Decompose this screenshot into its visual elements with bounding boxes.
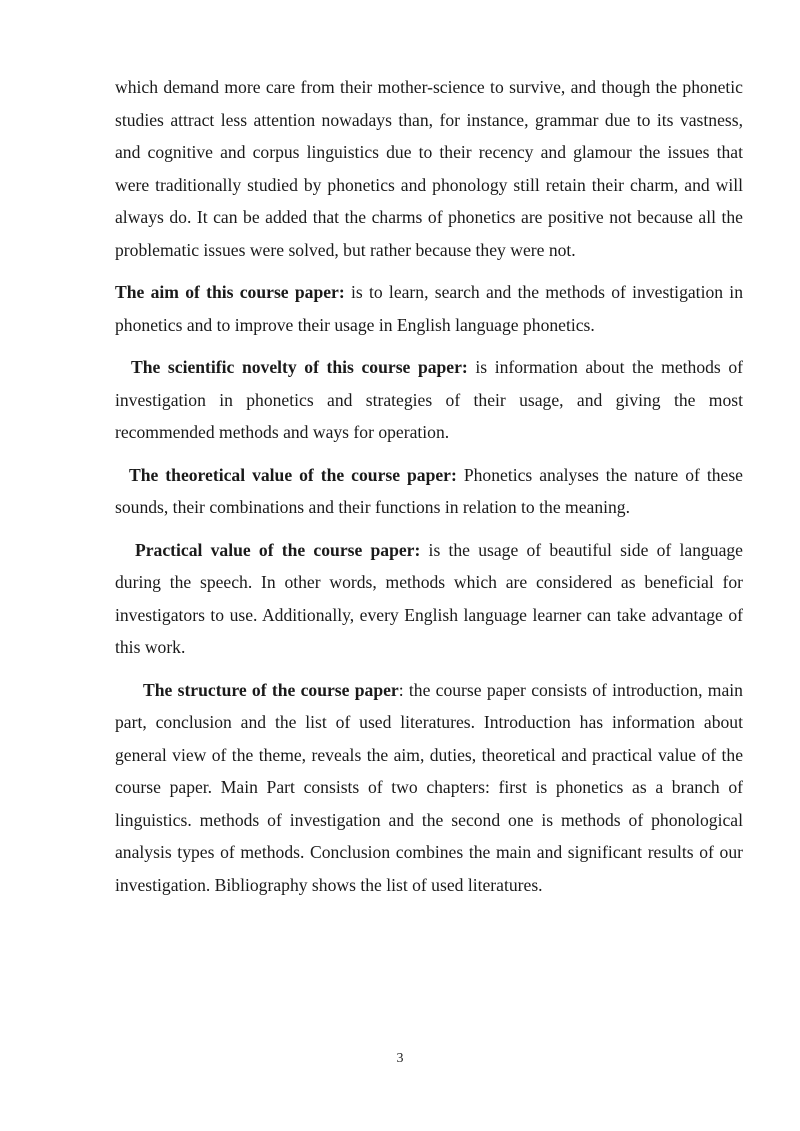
paragraph-aim <box>115 276 743 341</box>
paragraph-label: The theoretical value of the course paper: <box>129 464 457 485</box>
paragraph-text: Phonetics analyses the nature of these sounds, their combinations and their functions in relation to the meaning. <box>115 464 743 517</box>
paragraph-text: is to learn, search and the methods of investigation in phonetics and to improve their usage in English language phonetics. <box>115 282 743 335</box>
paragraph-text: which demand more care from their mother-science to survive, and though the phonetic studies attract less attention nowadays than, for instance, grammar due to its vastness, and cognitive and corpus linguistics due to their recency and glamour the issues that were traditionally studied by phonetics and phonology still retain their charm, and will always do. It can be added that the charms of phonetics are positive not because all the problematic issues were solved, but rather because they were not. <box>115 77 743 260</box>
page-number: 3 <box>396 1051 404 1066</box>
paragraph-practical-value <box>115 534 743 664</box>
paragraph-label: The structure of the course paper <box>143 679 399 700</box>
paragraph-structure <box>115 674 743 902</box>
paragraph-continuation <box>115 71 743 266</box>
paragraph-text: : the course paper consists of introduction, main part, conclusion and the list of used literatures. Introduction has information about general view of the theme, reveals the aim, duties, theoretical and practical value of the course paper. Main Part consists of two chapters: first is phonetics as a branch of linguistics. methods of investigation and the second one is methods of phonological analysis types of methods. Conclusion combines the main and significant results of our investigation. Bibliography shows the list of used literatures. <box>115 679 743 895</box>
paragraph-text: is the usage of beautiful side of language during the speech. In other words, methods which are considered as beneficial for investigators to use. Additionally, every English language learner can take advantage of this work. <box>115 539 743 657</box>
paragraph-text: is information about the methods of investigation in phonetics and strategies of their usage, and giving the most recommended methods and ways for operation. <box>115 357 744 442</box>
document-page <box>115 71 743 901</box>
paragraph-label: The scientific novelty of this course paper: <box>131 357 468 377</box>
paragraph-label: The aim of this course paper: <box>115 282 345 302</box>
paragraph-theoretical-value <box>115 459 743 524</box>
paragraph-scientific-novelty <box>115 351 743 449</box>
paragraph-label: Practical value of the course paper: <box>135 539 421 560</box>
